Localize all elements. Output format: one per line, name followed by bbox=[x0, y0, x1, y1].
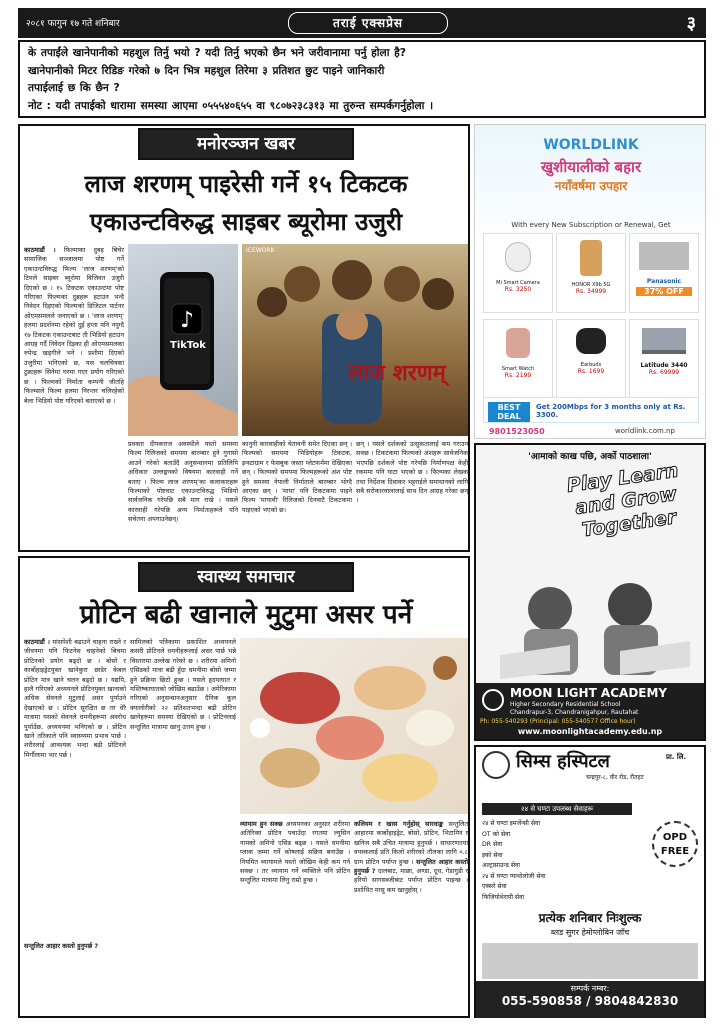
issue-date: २०८१ फागुन १७ गते शनिबार bbox=[26, 19, 120, 29]
earbuds-icon bbox=[576, 328, 606, 354]
entertainment-section bbox=[18, 124, 470, 552]
worldlink-ad[interactable] bbox=[474, 124, 706, 439]
product-appliances: Panasonic 37% OFF bbox=[629, 233, 699, 313]
article-text: दालबाट, माछा, अण्डा, दूध, गेडागुडी र हरियो सागसब्जीबाट पर्याप्त प्रोटिन पाइन्छ । प्रशोधित मासु कम खानुहोस् । bbox=[354, 867, 468, 894]
masthead: तराई एक्सप्रेस bbox=[288, 12, 448, 34]
health-column-2: सामिलको पत्रिकामा प्रकाशित अध्ययनले कसरी प्रोटिनले धमनीहरूलाई असर पार्छ भन्ने विस्तारमा उल्लेख गरेको छ । शरीरमा अमिनो एसिडको मात्रा बढी हुँदा धमनीमा बोसो जम्मा हुने प्रक्रिया छिटो हुन्छ । यसले हृदयाघात र मस्तिष्काघातको जोखिम बढाउँछ । अमेरिकामा गरिएको अनुसन्धानअनुसार दैनिक कूल क्यालोरीको २२ प्रतिशतभन्दा बढी प्रोटिन खानेहरूमा समस्या देखिएको छ । प्रोटिनलाई सन्तुलित मात्रामा खानु उत्तम हुन्छ । bbox=[130, 638, 236, 731]
article-text: अध्ययनका अनुसार शरीरमा अतिरिक्त प्रोटिन पचाउँदा रगतमा ल्युसिन नामको अमिनो एसिड बढ्छ । यसले धमनीमा प्लाक जम्मा गर्ने कोषलाई सक्रिय बनाउँछ । नियमित व्यायामले यस्तो जोखिम केही कम गर्न सक्छ । तर व्यायाम गर्ने व्यक्तिले पनि प्रोटिन सन्तुलित मात्रामा लिनु राम्रो हुन्छ । bbox=[240, 820, 350, 885]
contact-number[interactable]: 055-590858 / 9804842830 bbox=[501, 994, 679, 1008]
deal-text: Get 200Mbps for 3 months only at Rs. 3300. bbox=[536, 403, 686, 419]
hospital-logo-icon bbox=[482, 751, 510, 779]
service-item: OT को सेवा bbox=[482, 830, 511, 838]
entertainment-column-4: छन् । यसले दर्शकको उत्सुकतालाई कम गराउन सक्छ । टिकटकमा फिल्मको अंशहरू सार्वजनिक भएपछि दर्शकले पोष्ट गरेपछि निर्माणपक्ष केही रकममा पनि घाटा भएको छ । फिल्मका लेखक तथा निर्देशक दिवाकर भट्टराईले समाधानको लागि सबै सरोकारवालालाई साथ दिन आग्रह गरेका छन् । bbox=[356, 440, 468, 505]
watch-icon bbox=[506, 328, 530, 358]
service-item: २४ से घण्टा प्याथोलोजी सेवा bbox=[482, 872, 546, 880]
hospital-contact bbox=[476, 981, 704, 1018]
product-earbuds: Earbuds Rs. 1699 bbox=[556, 319, 626, 399]
contact-label: सम्पर्क नम्बर: bbox=[570, 984, 610, 993]
health-column-4 bbox=[354, 820, 468, 1014]
entertainment-column-3: कानुनी कारवाहीको चेतावनी समेत दिएका छन् । फिल्मको समयमा भिडियोहरू टिकटक, इन्स्टाग्राम र फेसबुक जस्ता प्लेटफर्ममा देखिएका छन् । फिल्मको समयमा फिल्महरूको अंश पोष्ट हुने समस्या नेपाली निर्माताले बारम्बार भोग्दै आएका छन् । 'माया' पनि टिकटकमा पाइने फिल्म 'मायावी' रिलिजको दिनवाटै टिकटकमा पाइएको भएको छ। bbox=[242, 440, 352, 514]
laptop-icon bbox=[642, 328, 686, 354]
page-number: ३ bbox=[686, 13, 696, 34]
free-checkup-title: प्रत्येक शनिबार निःशुल्क bbox=[538, 911, 642, 925]
best-deal-banner bbox=[483, 397, 699, 423]
product-watch: Smart Watch Rs. 2199 bbox=[483, 319, 553, 399]
product-phone: HONOR X9b 5G Rs. 34999 bbox=[556, 233, 626, 313]
article-text: सन्तुलित आहारमा कार्बोहाइड्रेट, बोसो, प्रोटिन, भिटामिन र खनिज सबै उचित मात्रामा हुनुपर्छ । साधारणतया वयस्कलाई प्रति किलो शरीरको तौलका लागि ०.८ ग्राम प्रोटिन पर्याप्त हुन्छ । bbox=[354, 820, 468, 866]
academy-slogan-top: 'आमाको काख पछि, अर्को पाठशाला' bbox=[528, 452, 652, 462]
entertainment-column-2: प्रवक्ता दीपकराज अवस्थीले यस्तो समस्या फिल्म रिलिजको समयमा बारम्बार हुने गुनासो आउने गरेको बताउँदै अनुसन्धानमा प्रतिलिपि अधिकार उल्लङ्घनको विषयमा कारवाही गर्ने बताए । फिल्म लाज शरणम्'का कलाकारहरू फिल्माको पोष्टवाट एकाउन्टविरुद्ध भिडियो सार्वजनिक गरेपछि सबै माग राखे । यसले कारवाही गरेपछि अन्य निर्माताहरूले पनि सचेतना अपनाउनेछन्। bbox=[128, 440, 238, 524]
section-label-health: स्वास्थ्य समाचार bbox=[138, 562, 354, 592]
service-item: २४ से घण्टा इमर्जेन्सी सेवा bbox=[482, 820, 541, 827]
worldlink-tagline-2: नयाँवर्षमा उपहार bbox=[554, 179, 628, 193]
worldlink-products bbox=[483, 233, 699, 403]
health-column-3 bbox=[240, 820, 350, 1014]
notice-line-2: खानेपानीको मिटर रिडिङ गरेको ७ दिन भित्र महशुल तिरेमा ३ प्रतिशत छुट पाइने जानिकारी bbox=[28, 64, 385, 77]
service-item: इको सेवा bbox=[482, 851, 503, 859]
free-checkup-subtitle: ब्लड सुगर हेमोग्लोबिन जाँच bbox=[550, 928, 630, 937]
health-headline: प्रोटिन बढी खानाले मुटुमा असर पर्ने bbox=[79, 600, 413, 630]
academy-slogan: Play Learn and Grow Together bbox=[565, 459, 680, 542]
hospital-name: सिम्स हस्पिटल bbox=[516, 751, 610, 772]
worldlink-phone: 9801523050 bbox=[489, 427, 545, 436]
academy-address: Chandrapur-3, Chandranigahpur, Rautahat bbox=[510, 709, 639, 716]
service-item: अल्ट्रासाउन्ड सेवा bbox=[482, 862, 521, 869]
children-reading-photo bbox=[480, 571, 700, 681]
service-item: एक्सरे सेवा bbox=[482, 883, 507, 890]
worldlink-logo: WORLDLINK bbox=[543, 137, 639, 153]
academy-website[interactable]: www.moonlightacademy.edu.np bbox=[517, 727, 663, 736]
svg-text:♪: ♪ bbox=[179, 308, 195, 333]
entertainment-headline-1: लाज शरणम् पाइरेसी गर्ने १५ टिकटक bbox=[84, 170, 408, 198]
notice-line-4: नोट : यदी तपाईको धारामा समस्या आएमा ०५५५४०६५५ वा ९८०७२३८३१३ मा तुरुन्त सम्पर्कगर्नुहोला । bbox=[28, 99, 434, 112]
section-label-entertainment: मनोरञ्जन खबर bbox=[138, 128, 354, 160]
notice-line-1: के तपाईंले खानेपानीको महशुल तिर्नु भयो ? यदी तिर्नु भएको छैन भने जरीवानामा पर्नु होला है? bbox=[28, 47, 406, 59]
phone-icon bbox=[580, 240, 602, 276]
academy-phone: Ph: 055-540293 (Principal: 055-540577 Office hour) bbox=[480, 718, 636, 725]
dateline: काठमाडौं । bbox=[24, 638, 50, 646]
poster-banner: ICEWORK bbox=[246, 247, 275, 254]
notice-line-3: तपाईलाई छ कि छैन ? bbox=[28, 82, 120, 94]
dateline: काठमाडौं । bbox=[24, 246, 56, 254]
worldlink-website[interactable]: worldlink.com.np bbox=[615, 427, 675, 435]
worldlink-tagline: खुशीयालीको बहार bbox=[540, 158, 642, 176]
moonlight-academy-ad[interactable] bbox=[474, 443, 706, 741]
water-bill-notice bbox=[18, 40, 706, 118]
service-item: DR सेवा bbox=[482, 841, 503, 848]
subhead: सन्तुलित आहार कस्तो हुनुपर्छ ? bbox=[354, 857, 468, 876]
hospital-name-suffix: प्रा. लि. bbox=[666, 753, 687, 761]
academy-logo-icon bbox=[482, 689, 504, 711]
worldlink-offer: With every New Subscription or Renewal, Get bbox=[511, 221, 671, 229]
services-title: २४ से घण्टा उपलब्ध सेवाहरू bbox=[482, 803, 632, 815]
sims-hospital-ad[interactable] bbox=[474, 745, 706, 1018]
appliance-icon bbox=[639, 242, 689, 270]
academy-name: MOON LIGHT ACADEMY bbox=[510, 686, 668, 700]
academy-subtitle: Higher Secondary Residential School bbox=[510, 701, 621, 708]
opd-free-badge: OPD FREE bbox=[652, 821, 698, 867]
product-camera: Mi Smart Camera Rs. 3250 bbox=[483, 233, 553, 313]
subhead: कलियम र खास गर्नुहोस् सारवाङ्क bbox=[354, 820, 444, 828]
tiktok-label: TikTok bbox=[170, 340, 206, 351]
page-header bbox=[18, 8, 706, 38]
article-text: मांसपेशी बढाउने चाहना राख्ने र जीवनमा पनि फिटनेस चाहनेको बिचमा प्रोटिनको प्रयोग बढ्दो छ । बोसो र कार्बोहाइड्रेटयुक्त खानेकुरा छाडेर केबल प्रोटिन मात्र खाने चलन बढ्दो छ । यद्यपि, हालै गरिएको अध्ययनले प्रोटिनयुक्त खानाको अधिक सेवनले मुटुलाई असर पुर्याउने देखाएको छ । प्रोटिन सुरक्षित छ तर धेरै मात्रामा यसको सेवनले धमनीहरूमा अवरोध पुर्याउँछ, अध्ययनमा भनिएको छ । प्रोटिन खाने तरिकाले पनि स्वास्थ्यमा प्रभाव पार्छ । शरीरलाई आवश्यक भन्दा बढी प्रोटिनले मिर्गौलामा भार पर्छ । bbox=[24, 638, 126, 759]
health-column-1 bbox=[24, 638, 126, 938]
health-column-1b bbox=[24, 942, 126, 1014]
protein-food-photo bbox=[240, 638, 468, 814]
best-deal-label: BEST DEAL bbox=[488, 402, 530, 422]
services-list bbox=[482, 819, 652, 903]
entertainment-headline-2: एकाउन्टविरुद्ध साइबर ब्यूरोमा उजुरी bbox=[89, 208, 403, 236]
entertainment-column-1 bbox=[24, 246, 124, 546]
camera-icon bbox=[505, 242, 531, 272]
product-laptop: Latitude 3440 Rs. 69999 bbox=[629, 319, 699, 399]
subhead: सन्तुलित आहार कस्तो हुनुपर्छ ? bbox=[24, 942, 99, 950]
subhead: व्यायाम हुन सक्छ bbox=[240, 820, 283, 828]
health-section bbox=[18, 556, 470, 1018]
hospital-photo bbox=[482, 943, 698, 979]
article-text: फिल्माका दुबइ बिचेर सामाजिक सञ्जालमा पोष्ट गर्ने एकाउन्टविरुद्ध फिल्म 'लाज शरणम्'को टिमले साइबर ब्यूरोमा विजिवत उजुरी दिएको छ । १५ टिकटक एकाउन्टमा पोष्ट गरिएका फिल्मका दुब्रहरू हटाउन भन्दै निवेदन दिइएको फिल्मको डिजिटल पार्टनर ओएमसमलले जनाएको छ । 'लाज शरणम्' हलमा प्रदर्शनमा रहेको दुई हप्ता पनि नपुग्दै १७ टिकटक एकाउन्टबाट ती भिडियो हटाउन आग्रह गर्दै निवेदन दिइका ही ओएमसमलका रुपेन्द्र खड्गीले भने । प्रशीमा दिएको उजुरीमा भनिएको छ, यस चलचित्रका टुक्राहरू सिनेमा घरमा गएर प्रयोग गरिएको छ । फिल्मको निर्माता कम्पनी जीतहि फिल्म्सले फिल्म हलमा निरन्तर चलिरहेको बेला भिडियो पोष्ट गरिएको बताएको छ । bbox=[24, 246, 124, 405]
service-item: फिजियोथेरापी सेवा bbox=[482, 893, 525, 901]
tiktok-phone-photo bbox=[128, 244, 238, 436]
movie-poster bbox=[242, 244, 468, 436]
poster-title: लाज शरणम् bbox=[348, 361, 446, 386]
hospital-address: चन्द्रपुर-८, वीर रोड, रौतहट bbox=[586, 774, 644, 781]
academy-footer bbox=[476, 683, 704, 739]
